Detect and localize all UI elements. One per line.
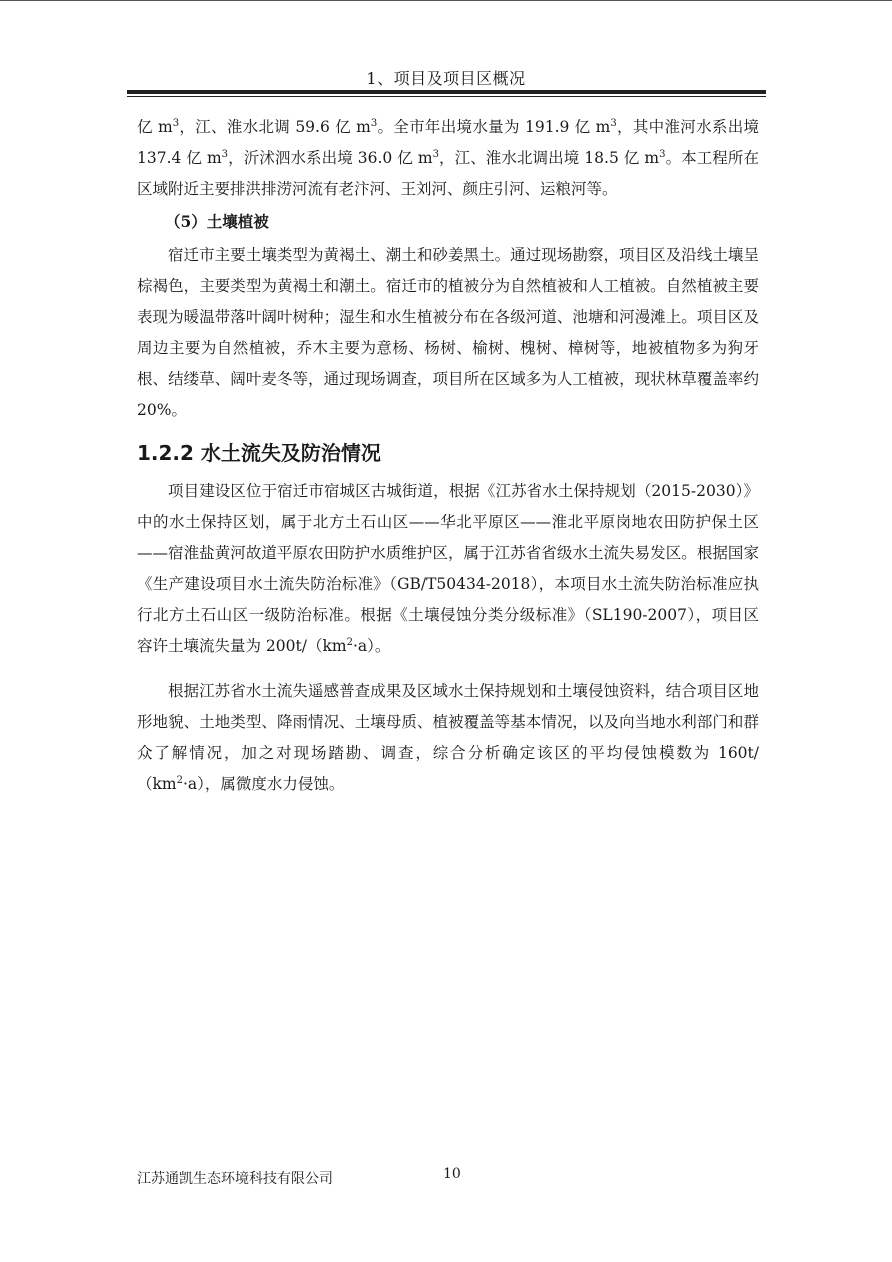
paragraph-soil-vegetation: 宿迁市主要土壤类型为黄褐土、潮土和砂姜黑土。通过现场勘察，项目区及沿线土壤呈棕褐色，主要类型为黄褐土和潮土。宿迁市的植被分为自然植被和人工植被。自然植被主要表现为暖温带落叶阔叶树种；湿生和水生植被分布在各级河道、池塘和河漫滩上。项目区及周边主要为自然植被，乔木主要为意杨、杨树、榆树、槐树、樟树等，地被植物多为狗牙根、结缕草、阔叶麦冬等，通过现场调查，项目所在区域多为人工植被，现状林草覆盖率约 20%。 xyxy=(137,246,759,419)
text-run: ，江、淮水北调出境 18.5 亿 m xyxy=(438,149,660,167)
text-run: 根据江苏省水土流失遥感普查成果及区域水土保持规划和土壤侵蚀资料，结合项目区地形地貌、土地类型、降雨情况、土壤母质、植被覆盖等基本情况，以及向当地水利部门和群众了解情况，加之对现场踏勘、调查，综合分析确定该区的平均侵蚀模数为 160t/（km xyxy=(137,682,759,793)
text-run: ·a），属微度水力侵蚀。 xyxy=(182,775,345,793)
running-header-title: 1、项目及项目区概况 xyxy=(366,69,526,88)
text-run: 亿 m xyxy=(137,118,173,136)
page-top-border xyxy=(0,0,892,1)
superscript: 3 xyxy=(659,148,666,160)
superscript: 2 xyxy=(176,774,183,786)
paragraph-gap xyxy=(137,662,759,676)
superscript: 3 xyxy=(370,117,378,129)
text-run: ·a）。 xyxy=(352,637,391,655)
superscript: 3 xyxy=(172,117,180,129)
page-content xyxy=(137,112,759,800)
paragraph-erosion-modulus xyxy=(137,676,759,800)
superscript: 3 xyxy=(221,148,229,160)
header-rule-thin xyxy=(127,96,766,97)
superscript: 3 xyxy=(432,148,439,160)
footer-company-name: 江苏通凯生态环境科技有限公司 xyxy=(137,1171,333,1187)
subheading-soil-vegetation: （5）土壤植被 xyxy=(165,212,269,231)
text-run: ，其中淮河水系出境 137.4 亿 m xyxy=(137,118,760,167)
text-run: ，沂沭泗水系出境 36.0 亿 m xyxy=(228,149,433,167)
text-run: 项目建设区位于宿迁市宿城区古城街道，根据《江苏省水土保持规划（2015-2030）》中的水土保持区划，属于北方土石山区——华北平原区——淮北平原岗地农田防护保土区——宿淮盐黄河故道平原农田防护水质维护区，属于江苏省省级水土流失易发区。根据国家《生产建设项目水土流失防治标准》（GB/T50434-2018），本项目水土流失防治标准应执行北方土石山区一级防治标准。根据《土壤侵蚀分类分级标准》（SL190-2007），项目区容许土壤流失量为 200t/（km xyxy=(137,482,759,655)
paragraph-water-outflow xyxy=(137,112,759,205)
text-run: ，江、淮水北调 59.6 亿 m xyxy=(179,118,371,136)
superscript: 3 xyxy=(610,117,617,129)
header-rule-thick xyxy=(127,90,766,94)
section-title-soil-erosion: 1.2.2 水土流失及防治情况 xyxy=(137,441,381,465)
text-run: 。全市年出境水量为 191.9 亿 m xyxy=(377,118,611,136)
superscript: 2 xyxy=(346,636,353,648)
footer-page-number: 10 xyxy=(443,1166,461,1182)
paragraph-erosion-zoning xyxy=(137,476,759,662)
text-run: 。本工程所在区域附近主要排洪排涝河流有老汴河、王刘河、颜庄引河、运粮河等。 xyxy=(137,149,759,198)
